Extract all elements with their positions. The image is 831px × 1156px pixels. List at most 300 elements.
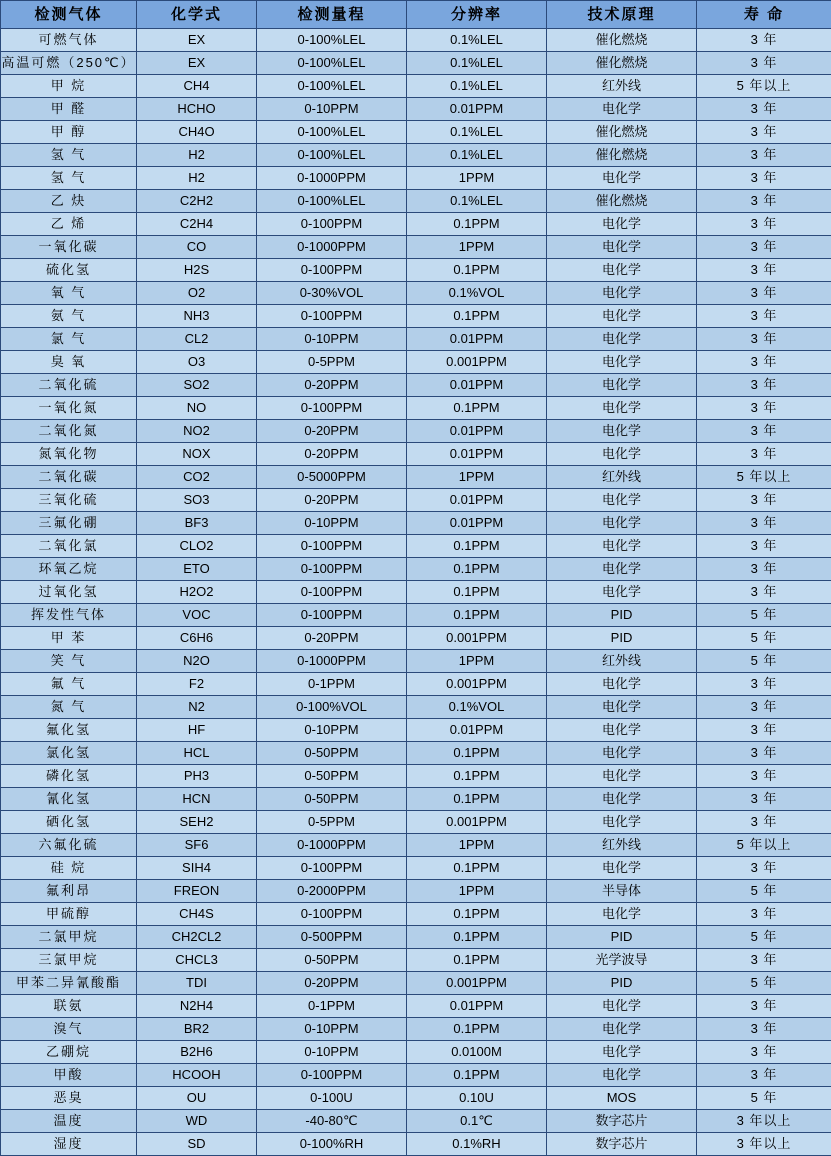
cell-gas: 二氯甲烷 [1,926,137,949]
cell-resolution: 0.001PPM [407,811,547,834]
cell-formula: N2H4 [137,995,257,1018]
cell-gas: 硅 烷 [1,857,137,880]
cell-principle: 电化学 [547,903,697,926]
cell-gas: 二氧化氯 [1,535,137,558]
cell-principle: 电化学 [547,512,697,535]
cell-formula: TDI [137,972,257,995]
cell-range: 0-100%LEL [257,75,407,98]
cell-range: 0-10PPM [257,328,407,351]
cell-principle: 半导体 [547,880,697,903]
cell-range: 0-100PPM [257,305,407,328]
table-row [1,98,831,121]
cell-range: 0-5000PPM [257,466,407,489]
cell-gas: 可燃气体 [1,29,137,52]
table-row [1,144,831,167]
cell-range: 0-50PPM [257,788,407,811]
cell-principle: 电化学 [547,995,697,1018]
table-row [1,857,831,880]
cell-lifetime: 3 年 [697,581,831,604]
cell-formula: FREON [137,880,257,903]
table-row [1,282,831,305]
cell-gas: 甲苯二异氰酸酯 [1,972,137,995]
cell-gas: 甲 醇 [1,121,137,144]
cell-range: 0-1PPM [257,673,407,696]
cell-principle: PID [547,972,697,995]
cell-gas: 氨 气 [1,305,137,328]
cell-formula: WD [137,1110,257,1133]
table-row [1,328,831,351]
cell-range: 0-10PPM [257,512,407,535]
cell-resolution: 0.1%RH [407,1133,547,1156]
table-row [1,995,831,1018]
cell-resolution: 0.1%VOL [407,282,547,305]
cell-gas: 硫化氢 [1,259,137,282]
cell-principle: 电化学 [547,259,697,282]
table-row [1,213,831,236]
column-header-lifetime: 寿 命 [697,1,831,29]
table-row [1,420,831,443]
table-row [1,811,831,834]
cell-resolution: 0.1PPM [407,397,547,420]
cell-formula: C2H4 [137,213,257,236]
cell-formula: H2 [137,144,257,167]
table-row [1,1133,831,1156]
cell-lifetime: 3 年 [697,811,831,834]
cell-resolution: 1PPM [407,650,547,673]
cell-lifetime: 3 年 [697,144,831,167]
cell-principle: 电化学 [547,328,697,351]
cell-formula: OU [137,1087,257,1110]
table-row [1,489,831,512]
cell-lifetime: 3 年 [697,167,831,190]
cell-formula: CH4O [137,121,257,144]
cell-resolution: 0.1PPM [407,742,547,765]
cell-gas: 甲酸 [1,1064,137,1087]
cell-lifetime: 3 年 [697,995,831,1018]
cell-resolution: 0.1PPM [407,581,547,604]
cell-lifetime: 3 年 [697,236,831,259]
cell-lifetime: 3 年 [697,489,831,512]
cell-principle: 催化燃烧 [547,121,697,144]
cell-range: 0-1000PPM [257,167,407,190]
cell-formula: NO [137,397,257,420]
cell-principle: 红外线 [547,75,697,98]
cell-gas: 氟利昂 [1,880,137,903]
cell-range: 0-10PPM [257,98,407,121]
cell-formula: CH2CL2 [137,926,257,949]
cell-lifetime: 3 年 [697,121,831,144]
table-row [1,535,831,558]
cell-gas: 恶臭 [1,1087,137,1110]
cell-formula: SEH2 [137,811,257,834]
cell-principle: 数字芯片 [547,1133,697,1156]
cell-principle: 数字芯片 [547,1110,697,1133]
cell-resolution: 0.1%LEL [407,75,547,98]
cell-principle: 电化学 [547,535,697,558]
cell-lifetime: 3 年 [697,1064,831,1087]
cell-resolution: 1PPM [407,466,547,489]
cell-gas: 联氨 [1,995,137,1018]
cell-range: 0-100PPM [257,535,407,558]
cell-gas: 氯 气 [1,328,137,351]
table-row [1,627,831,650]
cell-formula: CL2 [137,328,257,351]
table-row [1,374,831,397]
cell-gas: 乙硼烷 [1,1041,137,1064]
cell-gas: 二氧化碳 [1,466,137,489]
cell-lifetime: 3 年 [697,420,831,443]
cell-lifetime: 3 年 [697,98,831,121]
cell-lifetime: 5 年 [697,926,831,949]
cell-range: 0-100U [257,1087,407,1110]
cell-principle: 电化学 [547,1064,697,1087]
cell-range: 0-20PPM [257,374,407,397]
cell-range: 0-500PPM [257,926,407,949]
table-row [1,788,831,811]
cell-range: 0-20PPM [257,972,407,995]
table-row [1,259,831,282]
table-body [1,29,831,1156]
cell-range: 0-100%LEL [257,190,407,213]
table-row [1,305,831,328]
cell-lifetime: 3 年 [697,857,831,880]
cell-resolution: 0.1%VOL [407,696,547,719]
cell-principle: 电化学 [547,351,697,374]
cell-principle: 红外线 [547,650,697,673]
cell-gas: 溴气 [1,1018,137,1041]
cell-range: 0-2000PPM [257,880,407,903]
cell-resolution: 0.1PPM [407,558,547,581]
cell-resolution: 0.1PPM [407,213,547,236]
cell-principle: PID [547,627,697,650]
cell-resolution: 0.1%LEL [407,144,547,167]
cell-lifetime: 3 年 [697,397,831,420]
cell-lifetime: 5 年 [697,880,831,903]
cell-gas: 硒化氢 [1,811,137,834]
cell-range: 0-100%LEL [257,29,407,52]
table-row [1,1064,831,1087]
cell-formula: H2O2 [137,581,257,604]
cell-range: 0-30%VOL [257,282,407,305]
table-row [1,29,831,52]
cell-range: 0-100PPM [257,903,407,926]
cell-lifetime: 3 年 [697,305,831,328]
cell-formula: SO3 [137,489,257,512]
cell-formula: O2 [137,282,257,305]
column-header-principle: 技术原理 [547,1,697,29]
cell-resolution: 0.001PPM [407,972,547,995]
cell-principle: 红外线 [547,834,697,857]
cell-principle: 电化学 [547,167,697,190]
cell-lifetime: 5 年 [697,972,831,995]
cell-formula: N2O [137,650,257,673]
table-row [1,926,831,949]
cell-range: 0-20PPM [257,443,407,466]
cell-range: 0-100%LEL [257,52,407,75]
cell-formula: CHCL3 [137,949,257,972]
cell-resolution: 0.01PPM [407,489,547,512]
cell-formula: C2H2 [137,190,257,213]
cell-formula: SD [137,1133,257,1156]
cell-formula: ETO [137,558,257,581]
cell-resolution: 0.1PPM [407,1064,547,1087]
table-row [1,121,831,144]
cell-gas: 一氧化氮 [1,397,137,420]
cell-formula: BR2 [137,1018,257,1041]
cell-formula: HCN [137,788,257,811]
cell-principle: PID [547,604,697,627]
cell-lifetime: 5 年 [697,627,831,650]
cell-formula: NO2 [137,420,257,443]
cell-resolution: 0.1PPM [407,926,547,949]
cell-gas: 氧 气 [1,282,137,305]
cell-principle: 电化学 [547,765,697,788]
cell-principle: MOS [547,1087,697,1110]
table-header [1,1,831,29]
cell-formula: HCOOH [137,1064,257,1087]
cell-range: 0-100%LEL [257,144,407,167]
cell-gas: 二氧化氮 [1,420,137,443]
cell-gas: 环氧乙烷 [1,558,137,581]
cell-gas: 二氧化硫 [1,374,137,397]
cell-range: 0-20PPM [257,420,407,443]
cell-lifetime: 3 年 [697,282,831,305]
cell-principle: 电化学 [547,719,697,742]
table-row [1,1087,831,1110]
table-row [1,949,831,972]
cell-formula: N2 [137,696,257,719]
table-row [1,604,831,627]
cell-gas: 氢 气 [1,167,137,190]
cell-resolution: 0.1PPM [407,259,547,282]
cell-range: 0-10PPM [257,1018,407,1041]
cell-range: 0-20PPM [257,627,407,650]
table-row [1,443,831,466]
cell-formula: BF3 [137,512,257,535]
cell-formula: NH3 [137,305,257,328]
cell-gas: 氟 气 [1,673,137,696]
cell-principle: 电化学 [547,558,697,581]
cell-formula: EX [137,52,257,75]
cell-resolution: 0.01PPM [407,374,547,397]
cell-principle: 电化学 [547,213,697,236]
cell-resolution: 0.01PPM [407,995,547,1018]
cell-gas: 六氟化硫 [1,834,137,857]
cell-formula: O3 [137,351,257,374]
cell-lifetime: 3 年 [697,512,831,535]
cell-lifetime: 3 年 [697,259,831,282]
cell-lifetime: 3 年以上 [697,1133,831,1156]
cell-gas: 挥发性气体 [1,604,137,627]
cell-gas: 乙 烯 [1,213,137,236]
cell-resolution: 0.01PPM [407,328,547,351]
cell-formula: H2 [137,167,257,190]
column-header-resolution: 分辨率 [407,1,547,29]
cell-principle: 电化学 [547,673,697,696]
cell-gas: 氮 气 [1,696,137,719]
table-row [1,834,831,857]
cell-lifetime: 3 年 [697,719,831,742]
cell-gas: 氟化氢 [1,719,137,742]
cell-resolution: 0.1%LEL [407,29,547,52]
cell-resolution: 0.1%LEL [407,121,547,144]
cell-resolution: 0.1PPM [407,1018,547,1041]
cell-formula: HCL [137,742,257,765]
cell-principle: 电化学 [547,282,697,305]
cell-lifetime: 3 年 [697,328,831,351]
cell-resolution: 0.001PPM [407,673,547,696]
cell-lifetime: 5 年 [697,604,831,627]
cell-principle: 电化学 [547,1041,697,1064]
column-header-gas: 检测气体 [1,1,137,29]
table-row [1,558,831,581]
cell-resolution: 0.1℃ [407,1110,547,1133]
cell-resolution: 0.1%LEL [407,190,547,213]
cell-formula: EX [137,29,257,52]
cell-lifetime: 3 年 [697,190,831,213]
column-header-formula: 化学式 [137,1,257,29]
cell-range: 0-5PPM [257,351,407,374]
cell-formula: SIH4 [137,857,257,880]
cell-gas: 甲硫醇 [1,903,137,926]
cell-formula: NOX [137,443,257,466]
cell-range: 0-50PPM [257,765,407,788]
table-row [1,75,831,98]
cell-gas: 甲 苯 [1,627,137,650]
cell-range: 0-100PPM [257,581,407,604]
cell-formula: HCHO [137,98,257,121]
cell-lifetime: 3 年 [697,351,831,374]
table-row [1,1110,831,1133]
cell-lifetime: 5 年 [697,1087,831,1110]
cell-range: 0-5PPM [257,811,407,834]
cell-formula: PH3 [137,765,257,788]
cell-gas: 甲 醛 [1,98,137,121]
cell-lifetime: 3 年 [697,903,831,926]
cell-principle: 催化燃烧 [547,29,697,52]
cell-principle: 光学波导 [547,949,697,972]
cell-principle: 电化学 [547,811,697,834]
cell-formula: CO [137,236,257,259]
table-row [1,52,831,75]
cell-principle: 电化学 [547,581,697,604]
cell-formula: CH4 [137,75,257,98]
cell-gas: 臭 氧 [1,351,137,374]
cell-principle: 电化学 [547,489,697,512]
cell-gas: 氯化氢 [1,742,137,765]
cell-range: 0-1000PPM [257,650,407,673]
cell-resolution: 0.10U [407,1087,547,1110]
table-row [1,1018,831,1041]
cell-resolution: 1PPM [407,834,547,857]
cell-gas: 笑 气 [1,650,137,673]
cell-principle: 催化燃烧 [547,144,697,167]
cell-gas: 三氧化硫 [1,489,137,512]
table-row [1,351,831,374]
table-row [1,880,831,903]
cell-resolution: 0.1PPM [407,949,547,972]
cell-range: 0-100PPM [257,259,407,282]
cell-principle: 电化学 [547,374,697,397]
cell-principle: 电化学 [547,742,697,765]
cell-lifetime: 3 年 [697,696,831,719]
cell-range: 0-100PPM [257,213,407,236]
cell-gas: 湿度 [1,1133,137,1156]
cell-resolution: 0.001PPM [407,351,547,374]
table-row [1,719,831,742]
cell-resolution: 0.1%LEL [407,52,547,75]
table-row [1,190,831,213]
cell-principle: 电化学 [547,420,697,443]
cell-range: 0-50PPM [257,949,407,972]
cell-resolution: 1PPM [407,880,547,903]
cell-resolution: 0.01PPM [407,512,547,535]
header-row [1,1,831,29]
cell-gas: 过氧化氢 [1,581,137,604]
cell-lifetime: 3 年 [697,29,831,52]
cell-resolution: 0.1PPM [407,305,547,328]
table-row [1,581,831,604]
cell-resolution: 0.1PPM [407,903,547,926]
cell-range: -40-80℃ [257,1110,407,1133]
cell-formula: F2 [137,673,257,696]
table-row [1,765,831,788]
cell-range: 0-100PPM [257,558,407,581]
cell-range: 0-1000PPM [257,834,407,857]
cell-formula: SO2 [137,374,257,397]
cell-gas: 磷化氢 [1,765,137,788]
cell-principle: 电化学 [547,443,697,466]
table-row [1,972,831,995]
cell-principle: 电化学 [547,1018,697,1041]
cell-range: 0-50PPM [257,742,407,765]
cell-principle: 催化燃烧 [547,190,697,213]
cell-lifetime: 3 年 [697,742,831,765]
table-row [1,903,831,926]
cell-lifetime: 3 年 [697,949,831,972]
cell-resolution: 1PPM [407,167,547,190]
cell-range: 0-100PPM [257,604,407,627]
cell-lifetime: 3 年 [697,52,831,75]
cell-resolution: 0.1PPM [407,604,547,627]
cell-principle: 电化学 [547,98,697,121]
cell-range: 0-20PPM [257,489,407,512]
table-row [1,650,831,673]
cell-gas: 三氟化硼 [1,512,137,535]
cell-principle: 电化学 [547,397,697,420]
cell-gas: 高温可燃（250℃） [1,52,137,75]
cell-resolution: 0.1PPM [407,535,547,558]
cell-formula: SF6 [137,834,257,857]
cell-resolution: 0.01PPM [407,443,547,466]
cell-principle: PID [547,926,697,949]
cell-gas: 氮氧化物 [1,443,137,466]
cell-lifetime: 3 年以上 [697,1110,831,1133]
cell-lifetime: 3 年 [697,1041,831,1064]
cell-gas: 三氯甲烷 [1,949,137,972]
cell-range: 0-100PPM [257,397,407,420]
table-row [1,696,831,719]
cell-formula: CH4S [137,903,257,926]
cell-principle: 红外线 [547,466,697,489]
table-row [1,673,831,696]
table-row [1,466,831,489]
cell-formula: CLO2 [137,535,257,558]
cell-gas: 氰化氢 [1,788,137,811]
table-row [1,167,831,190]
cell-principle: 催化燃烧 [547,52,697,75]
cell-lifetime: 3 年 [697,1018,831,1041]
